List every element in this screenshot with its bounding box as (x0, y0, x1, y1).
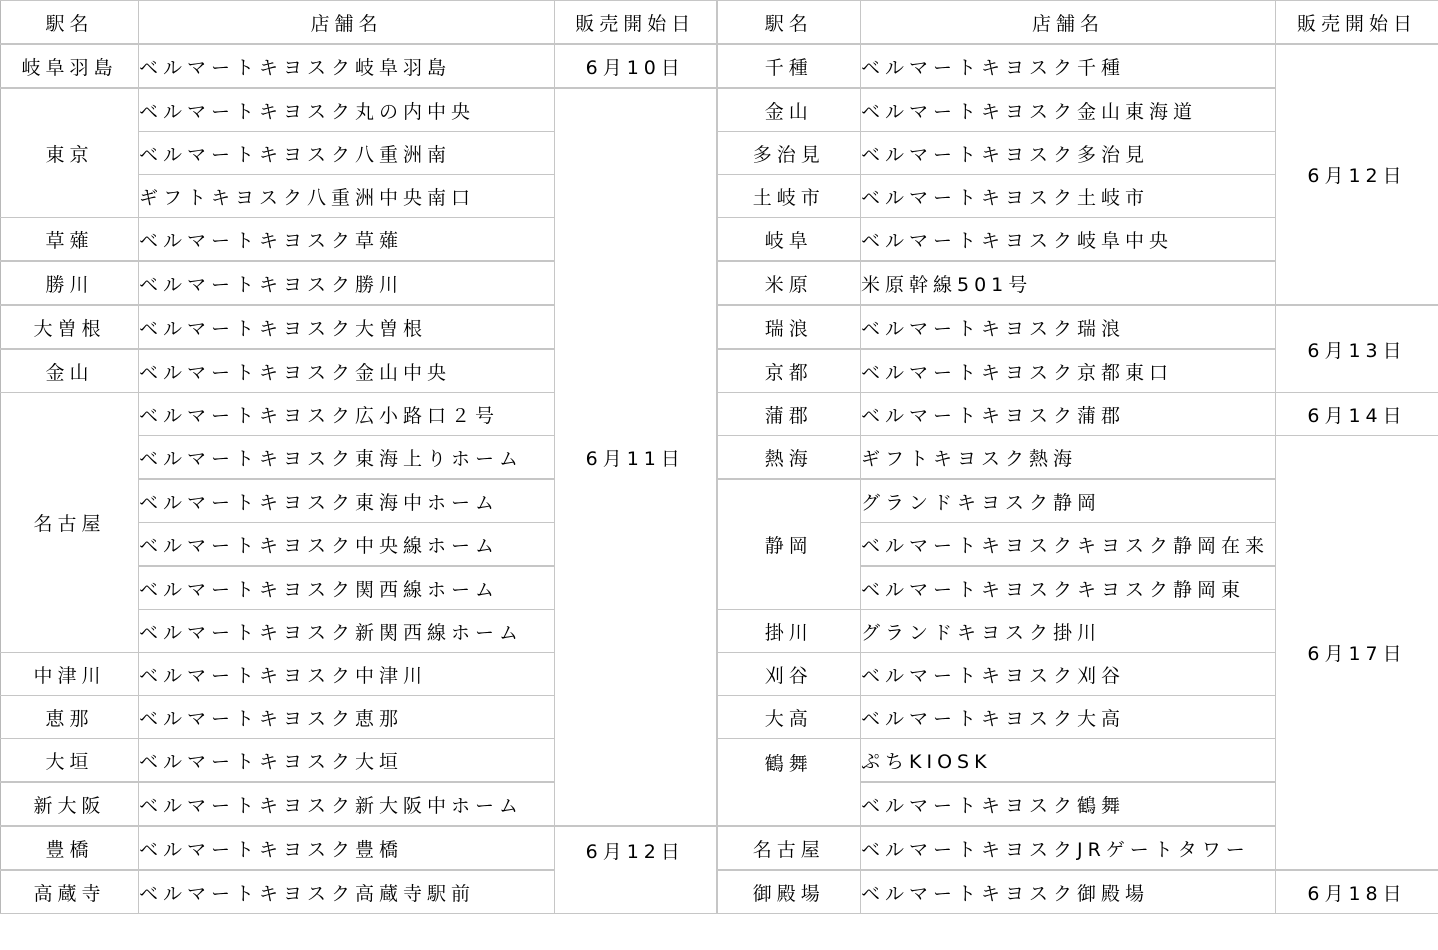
store-cell: ベルマートキヨスク金山中央 (139, 349, 555, 393)
store-cell: ベルマートキヨスク勝川 (139, 261, 555, 305)
station-cell: 岐阜 (717, 218, 861, 262)
store-cell: ベルマートキヨスク大曽根 (139, 305, 555, 349)
store-cell: ベルマートキヨスク新大阪中ホーム (139, 782, 555, 826)
store-cell: ベルマートキヨスク多治見 (861, 132, 1276, 175)
store-cell: ベルマートキヨスク豊橋 (139, 826, 555, 870)
station-cell: 大曽根 (1, 305, 139, 349)
table-row (1, 436, 1438, 480)
store-cell: ベルマートキヨスク東海上りホーム (139, 436, 555, 480)
station-cell: 熱海 (717, 436, 861, 480)
station-cell: 金山 (1, 349, 139, 393)
station-cell: 掛川 (717, 610, 861, 653)
table-row (1, 610, 1438, 653)
table-row (1, 696, 1438, 739)
store-cell: ぷちKIOSK (861, 739, 1276, 783)
table-row (1, 479, 1438, 523)
store-cell: ベルマートキヨスク高蔵寺駅前 (139, 870, 555, 914)
store-cell: ベルマートキヨスク八重洲南 (139, 132, 555, 175)
store-cell: ベルマートキヨスク丸の内中央 (139, 88, 555, 132)
table-row (1, 653, 1438, 696)
header-date-right: 販売開始日 (1276, 1, 1438, 45)
station-cell: 中津川 (1, 653, 139, 696)
store-cell: ベルマートキヨスク中央線ホーム (139, 523, 555, 567)
station-cell: 恵那 (1, 696, 139, 739)
station-cell: 金山 (717, 88, 861, 132)
header-station-right: 駅名 (717, 1, 861, 45)
store-cell: ベルマートキヨスク岐阜中央 (861, 218, 1276, 262)
station-cell: 多治見 (717, 132, 861, 175)
store-cell: ベルマートキヨスク中津川 (139, 653, 555, 696)
store-cell: ベルマートキヨスク大垣 (139, 739, 555, 783)
store-cell: ベルマートキヨスク東海中ホーム (139, 479, 555, 523)
store-cell: ベルマートキヨスク大高 (861, 696, 1276, 739)
store-cell: ベルマートキヨスク瑞浪 (861, 305, 1276, 349)
station-cell: 京都 (717, 349, 861, 393)
station-cell: 勝川 (1, 261, 139, 305)
header-station-left: 駅名 (1, 1, 139, 45)
table-row (1, 261, 1438, 305)
start-date-cell: 6月13日 (1276, 305, 1438, 393)
store-cell: ベルマートキヨスク広小路口２号 (139, 393, 555, 436)
station-cell: 新大阪 (1, 782, 139, 826)
start-date-cell: 6月14日 (1276, 393, 1438, 436)
table-row (1, 218, 1438, 262)
station-cell: 草薙 (1, 218, 139, 262)
station-cell: 鶴舞 (717, 739, 861, 827)
store-cell: ベルマートキヨスク御殿場 (861, 870, 1276, 914)
store-cell: ベルマートキヨスク千種 (861, 44, 1276, 88)
station-cell: 土岐市 (717, 175, 861, 218)
start-date-cell: 6月12日 (1276, 44, 1438, 305)
station-cell: 高蔵寺 (1, 870, 139, 914)
store-cell: ベルマートキヨスク新関西線ホーム (139, 610, 555, 653)
table-row (1, 132, 1438, 175)
header-row (1, 1, 1438, 45)
store-cell: ベルマートキヨスクキヨスク静岡在来 (861, 523, 1276, 567)
table-row (1, 826, 1438, 870)
start-date-cell: 6月10日 (555, 44, 717, 88)
table-row (1, 870, 1438, 914)
start-date-cell: 6月11日 (555, 88, 717, 826)
store-cell: ベルマートキヨスク恵那 (139, 696, 555, 739)
table-row (1, 175, 1438, 218)
store-cell: ベルマートキヨスク金山東海道 (861, 88, 1276, 132)
header-date-left: 販売開始日 (555, 1, 717, 45)
store-cell: ベルマートキヨスク岐阜羽島 (139, 44, 555, 88)
station-cell: 静岡 (717, 479, 861, 610)
station-cell: 大高 (717, 696, 861, 739)
station-cell: 米原 (717, 261, 861, 305)
station-cell: 名古屋 (1, 393, 139, 653)
station-cell: 御殿場 (717, 870, 861, 914)
store-cell: ベルマートキヨスク鶴舞 (861, 782, 1276, 826)
store-cell: ベルマートキヨスクキヨスク静岡東 (861, 566, 1276, 610)
store-cell: ベルマートキヨスクJRゲートタワー (861, 826, 1276, 870)
store-cell: 米原幹線501号 (861, 261, 1276, 305)
station-cell: 東京 (1, 88, 139, 218)
store-cell: ギフトキヨスク八重洲中央南口 (139, 175, 555, 218)
station-cell: 豊橋 (1, 826, 139, 870)
start-date-cell: 6月18日 (1276, 870, 1438, 914)
table-row (1, 305, 1438, 349)
start-date-cell: 6月12日 (555, 826, 717, 914)
store-cell: ベルマートキヨスク土岐市 (861, 175, 1276, 218)
store-cell: グランドキヨスク掛川 (861, 610, 1276, 653)
station-cell: 岐阜羽島 (1, 44, 139, 88)
store-cell: ベルマートキヨスク京都東口 (861, 349, 1276, 393)
table-row (1, 88, 1438, 132)
station-cell: 千種 (717, 44, 861, 88)
store-cell: ギフトキヨスク熱海 (861, 436, 1276, 480)
store-cell: ベルマートキヨスク関西線ホーム (139, 566, 555, 610)
start-date-cell: 6月17日 (1276, 436, 1438, 871)
station-cell: 名古屋 (717, 826, 861, 870)
table-row (1, 44, 1438, 88)
header-store-left: 店舗名 (139, 1, 555, 45)
station-cell: 蒲郡 (717, 393, 861, 436)
store-cell: ベルマートキヨスク蒲郡 (861, 393, 1276, 436)
store-cell: ベルマートキヨスク草薙 (139, 218, 555, 262)
header-store-right: 店舗名 (861, 1, 1276, 45)
store-cell: ベルマートキヨスク刈谷 (861, 653, 1276, 696)
table-row (1, 349, 1438, 393)
table-row (1, 393, 1438, 436)
table-row (1, 739, 1438, 783)
station-cell: 瑞浪 (717, 305, 861, 349)
store-cell: グランドキヨスク静岡 (861, 479, 1276, 523)
station-cell: 大垣 (1, 739, 139, 783)
station-cell: 刈谷 (717, 653, 861, 696)
